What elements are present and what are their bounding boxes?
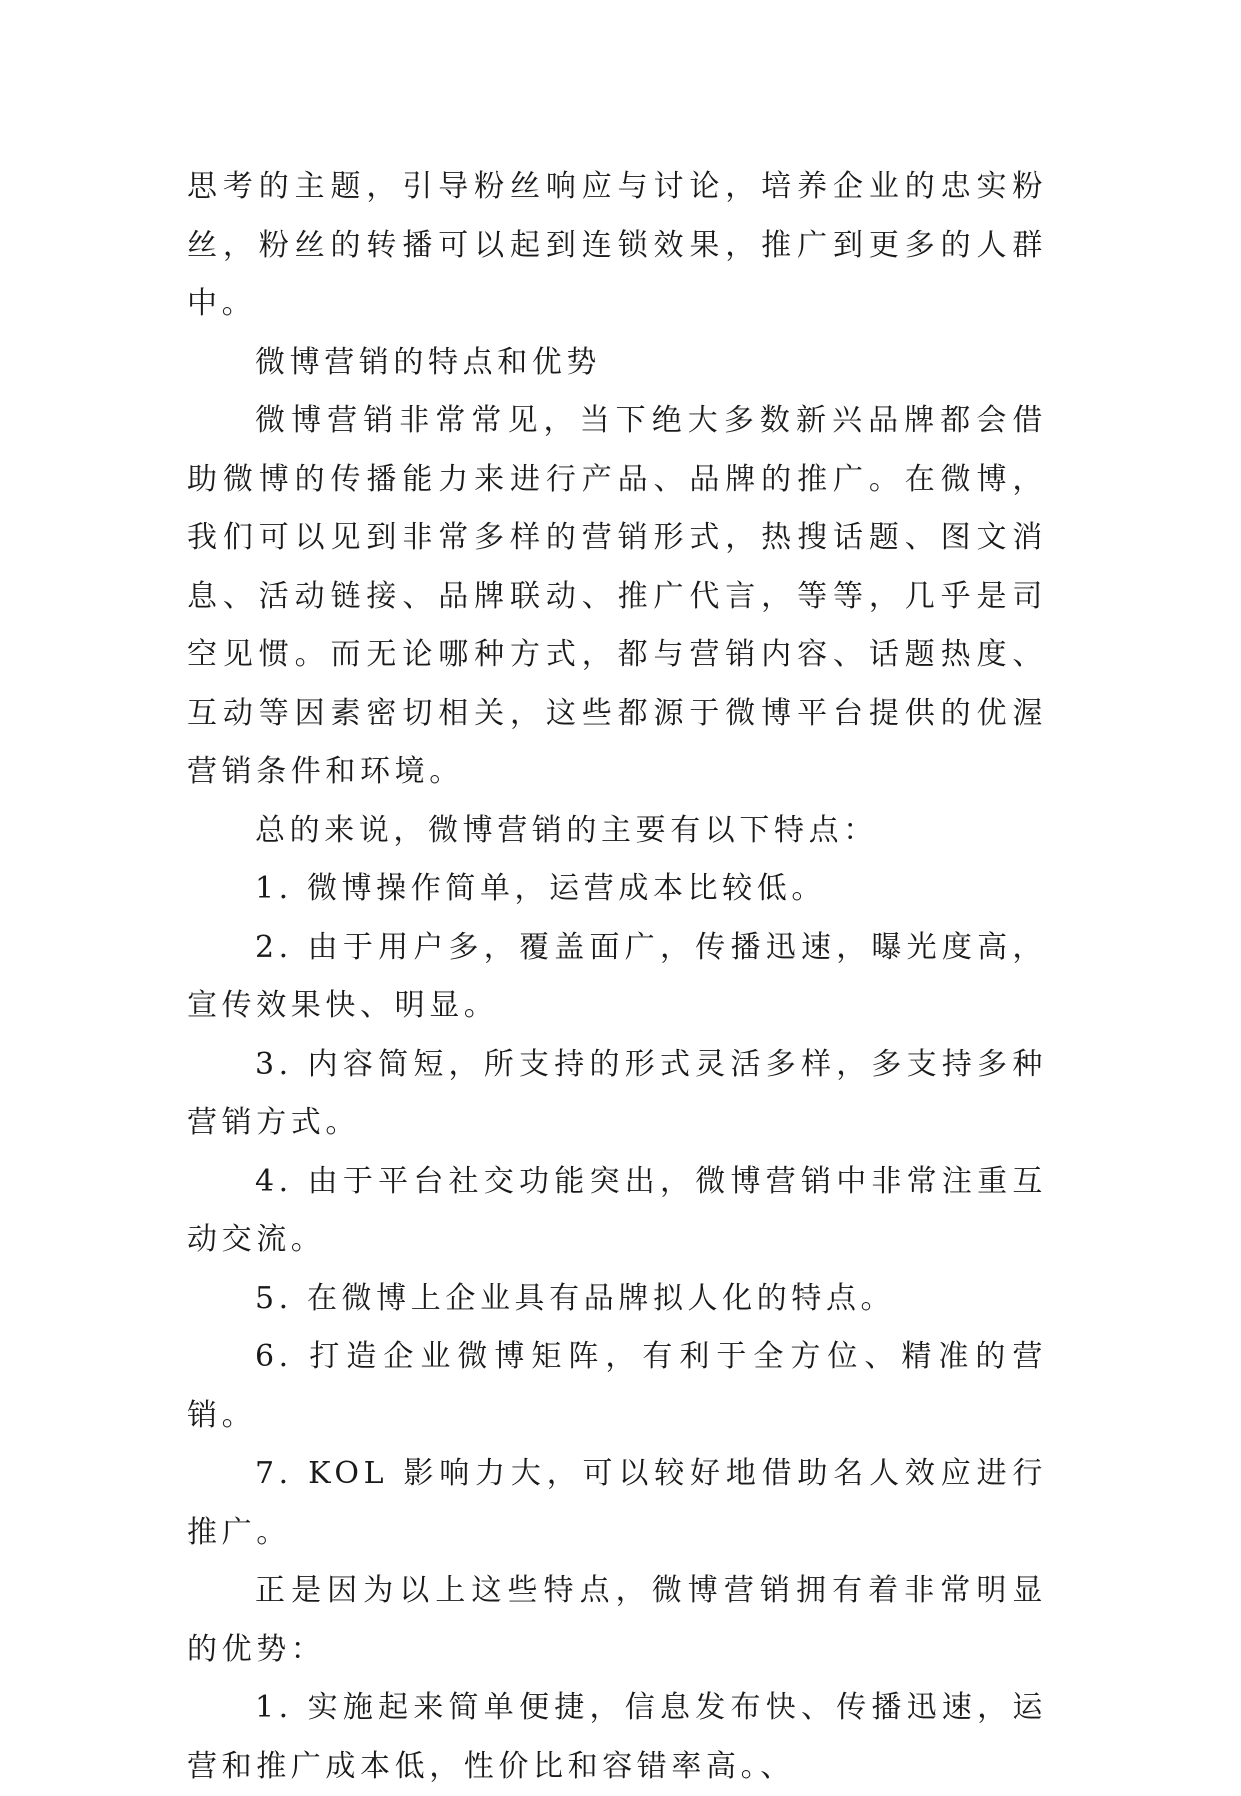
paragraph-intro: 微博营销非常常见，当下绝大多数新兴品牌都会借助微博的传播能力来进行产品、品牌的推广。在微博，我们可以见到非常多样的营销形式，热搜话题、图文消息、活动链接、品牌联动、推广代言，等等，几乎是司空见惯。而无论哪种方式，都与营销内容、话题热度、互动等因素密切相关，这些都源于微博平台提供的优渥营销条件和环境。 (187, 403, 1047, 789)
paragraph-continuation: 思考的主题，引导粉丝响应与讨论，培养企业的忠实粉丝，粉丝的转播可以起到连锁效果，推广到更多的人群中。 (187, 169, 1047, 321)
feature-item-7: 7. KOL 影响力大，可以较好地借助名人效应进行推广。 (187, 1456, 1047, 1550)
advantage-item-1: 1. 实施起来简单便捷，信息发布快、传播迅速，运营和推广成本低，性价比和容错率高。、 (187, 1690, 1047, 1784)
feature-item-4: 4. 由于平台社交功能突出，微博营销中非常注重互动交流。 (187, 1163, 1047, 1257)
feature-item-5: 5. 在微博上企业具有品牌拟人化的特点。 (255, 1280, 896, 1316)
feature-item-3: 3. 内容简短，所支持的形式灵活多样，多支持多种营销方式。 (187, 1046, 1047, 1140)
feature-item-6: 6. 打造企业微博矩阵，有利于全方位、精准的营销。 (187, 1339, 1047, 1433)
section-heading: 微博营销的特点和优势 (255, 344, 601, 380)
feature-item-2: 2. 由于用户多，覆盖面广，传播迅速，曝光度高，宣传效果快、明显。 (187, 929, 1047, 1023)
document-body (187, 158, 1047, 1796)
feature-item-1: 1. 微博操作简单，运营成本比较低。 (255, 871, 826, 906)
paragraph-advantages-lead: 正是因为以上这些特点，微博营销拥有着非常明显的优势： (187, 1573, 1047, 1667)
paragraph-features-lead: 总的来说，微博营销的主要有以下特点： (255, 812, 878, 848)
